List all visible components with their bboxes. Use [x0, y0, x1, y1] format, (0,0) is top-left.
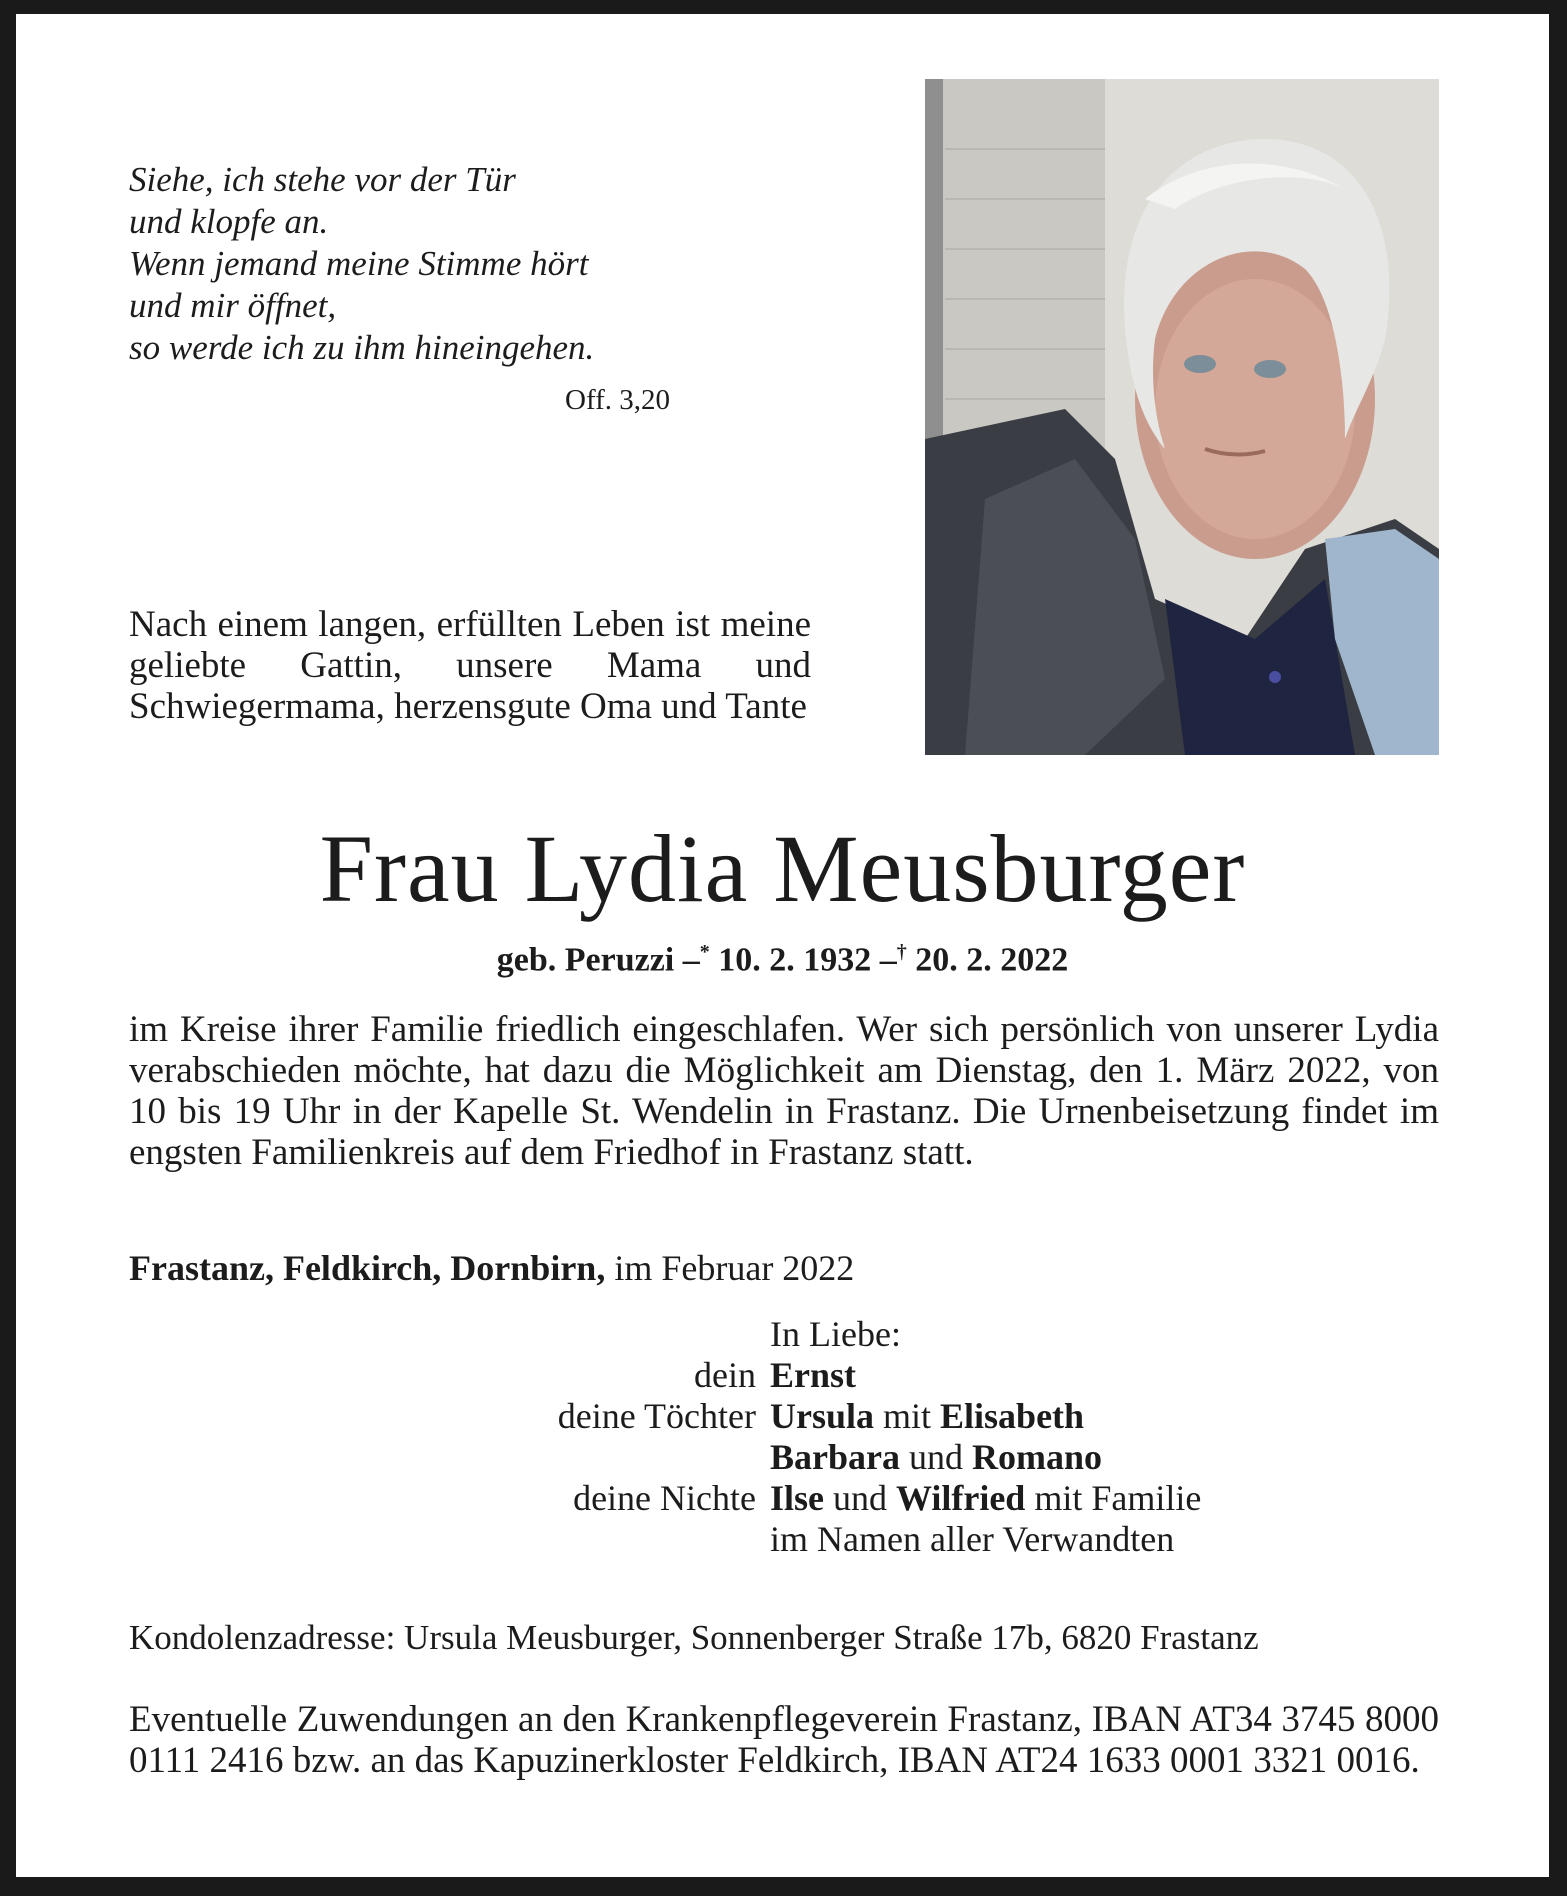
place-date-line	[129, 1247, 1439, 1289]
mourner-row	[376, 1478, 1376, 1519]
mourner-row	[376, 1396, 1376, 1437]
announcement-text: im Kreise ihrer Familie friedlich eingeschlafen. Wer sich persönlich von unserer Lydia verabschieden möchte, hat dazu die Möglichkeit am Dienstag, den 1. März 2022, von 10 bis 19 Uhr in der Kapelle St. Wendelin in Frastanz. Die Urnenbeisetzung findet im engsten Familienkreis auf dem Friedhof in Frastanz statt.	[129, 1009, 1439, 1173]
mourner-row	[376, 1437, 1376, 1478]
mourners-heading-row	[376, 1314, 1376, 1355]
joiner: und	[833, 1478, 887, 1518]
born-symbol: *	[699, 941, 710, 963]
suffix: mit Familie	[1034, 1478, 1202, 1518]
mourner-name: Elisabeth	[940, 1396, 1085, 1436]
mourner-name: Ilse	[770, 1478, 824, 1518]
verse-line: Wenn jemand meine Stimme hört	[129, 244, 589, 283]
mourner-row	[376, 1519, 1376, 1560]
relation: deine Töchter	[557, 1396, 756, 1436]
joiner: und	[909, 1437, 963, 1477]
deceased-name: Frau Lydia Meusburger	[319, 815, 1246, 922]
mourner-name: Ursula	[770, 1396, 875, 1436]
relation: dein	[694, 1355, 756, 1395]
mourner-name: Ernst	[770, 1355, 857, 1395]
relation: deine Nichte	[573, 1478, 756, 1518]
dash: –	[682, 941, 700, 979]
birth-date: 10. 2. 1932	[718, 941, 872, 979]
donations-text: Eventuelle Zuwendungen an den Krankenpflegeverein Frastanz, IBAN AT34 3745 8000 0111 2416 bzw. an das Kapuzinerkloster Feldkirch, IBAN AT24 1633 0001 3321 0016.	[129, 1699, 1439, 1781]
maiden-name: geb. Peruzzi	[496, 941, 675, 979]
verse-line: und klopfe an.	[129, 202, 329, 241]
verse-line: so werde ich zu ihm hineingehen.	[129, 328, 595, 367]
mourners-list	[376, 1314, 1376, 1560]
relation	[376, 1519, 770, 1560]
died-symbol: †	[896, 941, 907, 963]
bible-verse	[129, 159, 689, 369]
towns: Frastanz, Feldkirch, Dornbirn,	[129, 1248, 606, 1288]
life-dates	[16, 941, 1549, 979]
month-date: im Februar 2022	[614, 1248, 855, 1288]
portrait-photo	[925, 79, 1439, 755]
obituary-page	[16, 14, 1549, 1877]
death-date: 20. 2. 2022	[915, 941, 1069, 979]
verse-line: und mir öffnet,	[129, 286, 337, 325]
all-relatives: im Namen aller Verwandten	[770, 1519, 1175, 1559]
mourner-name: Romano	[972, 1437, 1103, 1477]
verse-reference: Off. 3,20	[565, 384, 670, 416]
joiner: mit	[883, 1396, 932, 1436]
dash: –	[879, 941, 897, 979]
relation	[376, 1437, 770, 1478]
mourner-name: Wilfried	[896, 1478, 1026, 1518]
portrait-image	[925, 79, 1439, 755]
mourners-heading: In Liebe:	[770, 1314, 901, 1354]
intro-text: Nach einem langen, erfüllten Leben ist meine geliebte Gattin, unsere Mama und Schwiegermama, herzensgute Oma und Tante	[129, 604, 811, 727]
condolence-address: Kondolenzadresse: Ursula Meusburger, Sonnenberger Straße 17b, 6820 Frastanz	[129, 1618, 1259, 1657]
verse-line: Siehe, ich stehe vor der Tür	[129, 160, 516, 199]
mourner-name: Barbara	[770, 1437, 900, 1477]
mourner-row	[376, 1355, 1376, 1396]
